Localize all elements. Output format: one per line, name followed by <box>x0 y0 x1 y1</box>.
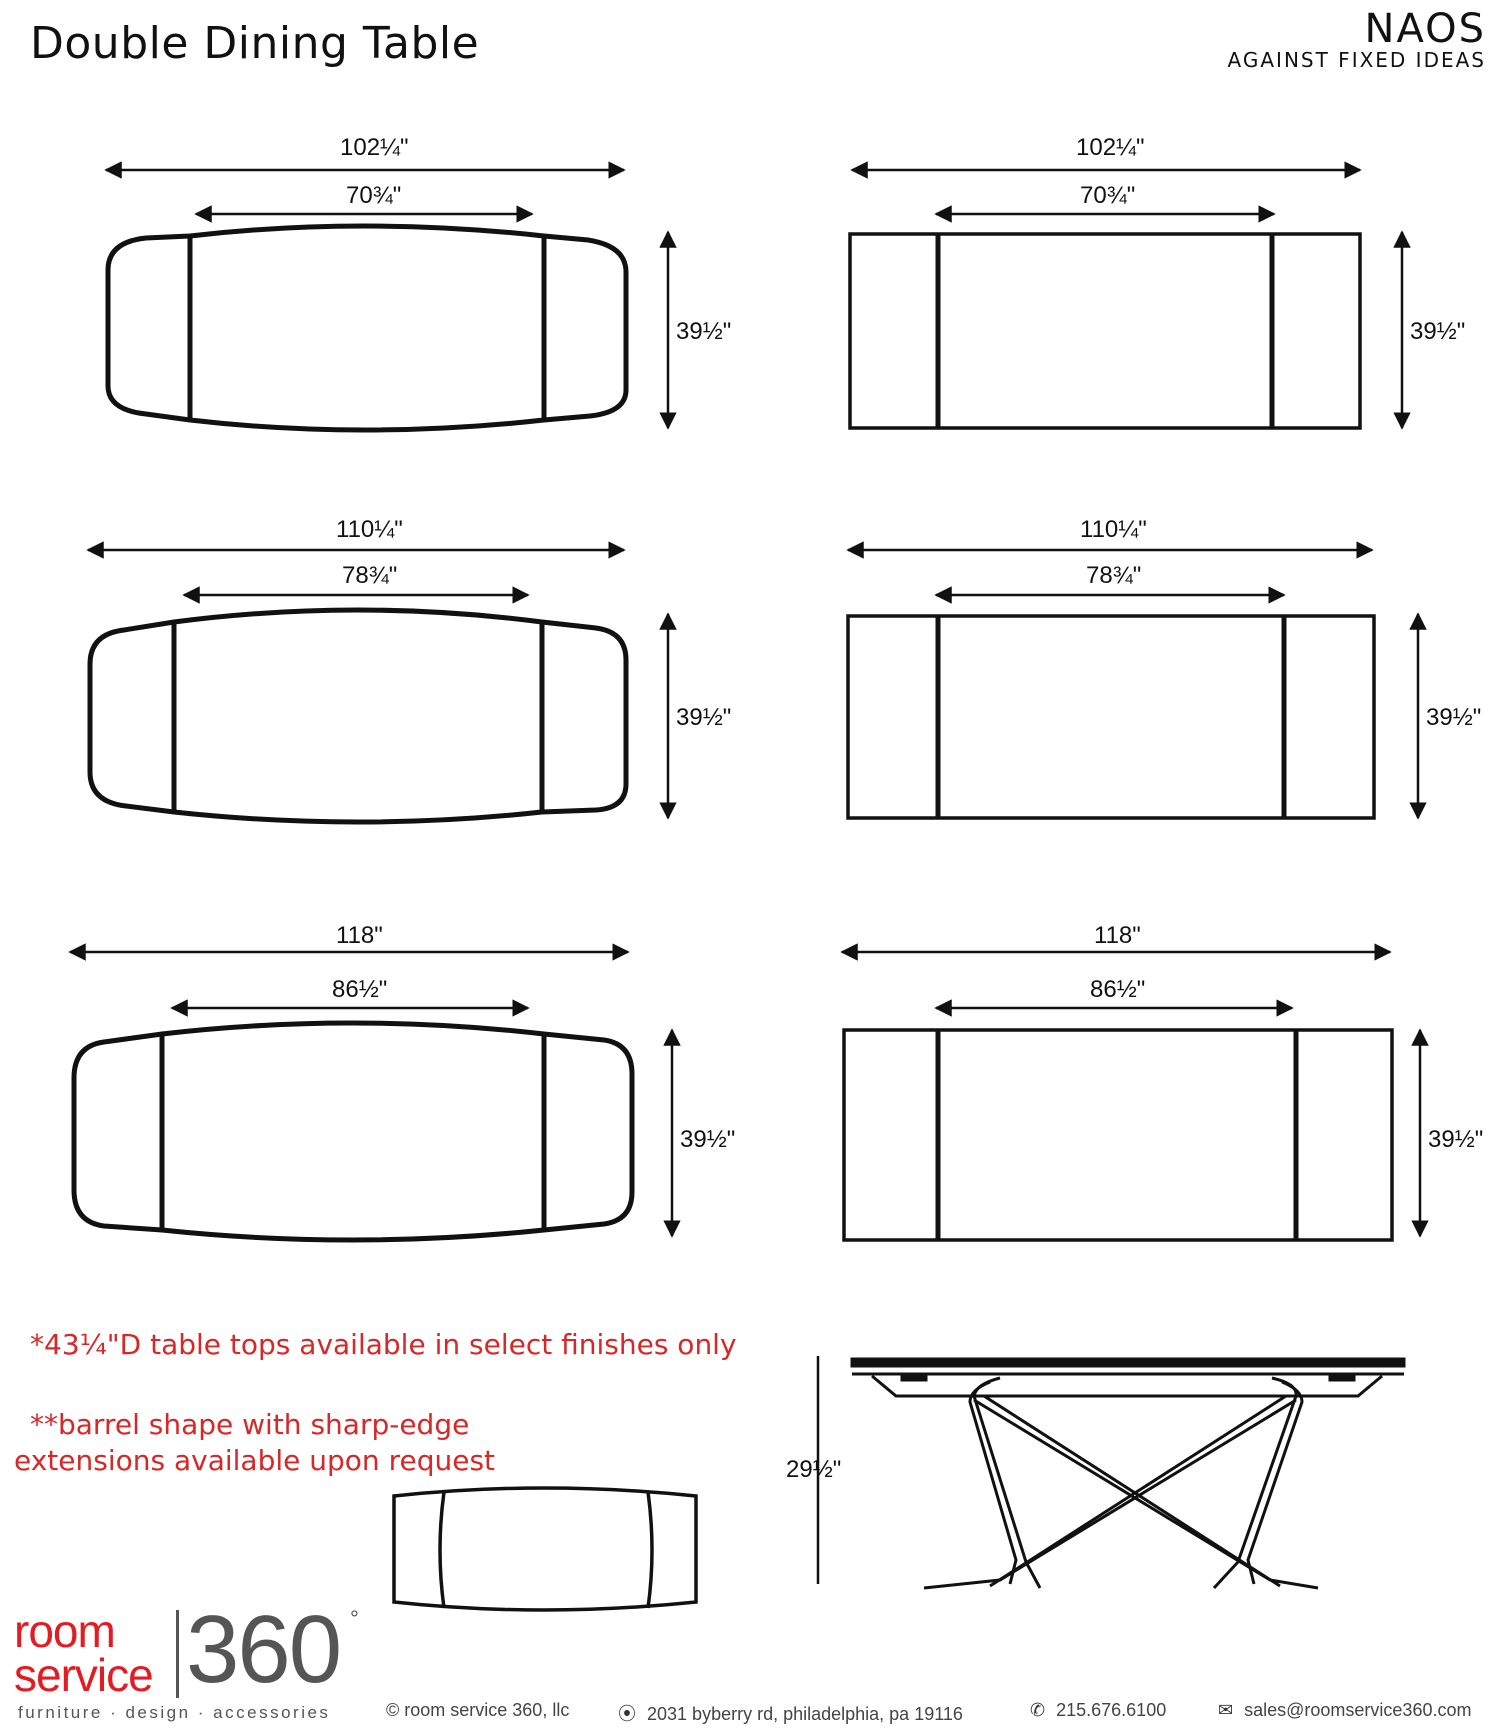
row2-rect-overall-width-label: 110¼" <box>1080 516 1147 543</box>
row1-rect-overall-width-label: 102¼" <box>1076 134 1145 161</box>
row3-rect-depth-label: 39½" <box>1428 1126 1484 1153</box>
logo-room-text: room <box>14 1605 115 1657</box>
row2-rect-depth-label: 39½" <box>1426 704 1482 731</box>
envelope-icon: ✉ <box>1218 1700 1234 1720</box>
logo-360-text: 360 <box>186 1596 341 1703</box>
row3-inner-width-label: 86½" <box>332 976 388 1003</box>
table-height-label: 29½" <box>786 1456 842 1483</box>
row2-overall-width-label: 110¼" <box>336 516 403 543</box>
barrel-note-line2: extensions available upon request <box>14 1444 496 1477</box>
map-pin-icon: ⦿ <box>618 1704 636 1724</box>
row1-rect-depth-label: 39½" <box>1410 318 1466 345</box>
row3-depth-label: 39½" <box>680 1126 736 1153</box>
logo-service-text: service <box>14 1649 153 1701</box>
row2-rect-inner-width-label: 78¾" <box>1086 562 1142 589</box>
barrel-note-line1: **barrel shape with sharp-edge <box>30 1408 470 1441</box>
row2-inner-width-label: 78¾" <box>342 562 398 589</box>
row3-rect-overall-width-label: 118" <box>1094 922 1141 949</box>
footer-email[interactable] <box>1218 1700 1471 1721</box>
logo-divider <box>176 1610 179 1698</box>
brand-name: NAOS <box>1364 6 1486 52</box>
finish-note: *43¼"D table tops available in select finishes only <box>30 1328 737 1361</box>
row1-depth-label: 39½" <box>676 318 732 345</box>
row1-inner-width-label: 70¾" <box>346 182 402 209</box>
row2-depth-label: 39½" <box>676 704 732 731</box>
row3-overall-width-label: 118" <box>336 922 383 949</box>
row1-overall-width-label: 102¼" <box>340 134 409 161</box>
row3-rect-inner-width-label: 86½" <box>1090 976 1146 1003</box>
footer-copyright: © room service 360, llc <box>386 1700 570 1720</box>
footer-address <box>618 1700 963 1726</box>
footer-phone-text: 215.676.6100 <box>1056 1700 1167 1720</box>
logo-tagline: furniture · design · accessories <box>18 1703 331 1722</box>
phone-icon: ✆ <box>1030 1700 1046 1720</box>
brand-tagline: AGAINST FIXED IDEAS <box>1227 48 1486 72</box>
page-title: Double Dining Table <box>30 18 480 69</box>
logo-degree-mark: ° <box>350 1606 359 1631</box>
footer-phone[interactable] <box>1030 1700 1166 1721</box>
footer-address-text: 2031 byberry rd, philadelphia, pa 19116 <box>647 1704 963 1724</box>
footer-email-text: sales@roomservice360.com <box>1244 1700 1472 1720</box>
row1-rect-inner-width-label: 70¾" <box>1080 182 1136 209</box>
